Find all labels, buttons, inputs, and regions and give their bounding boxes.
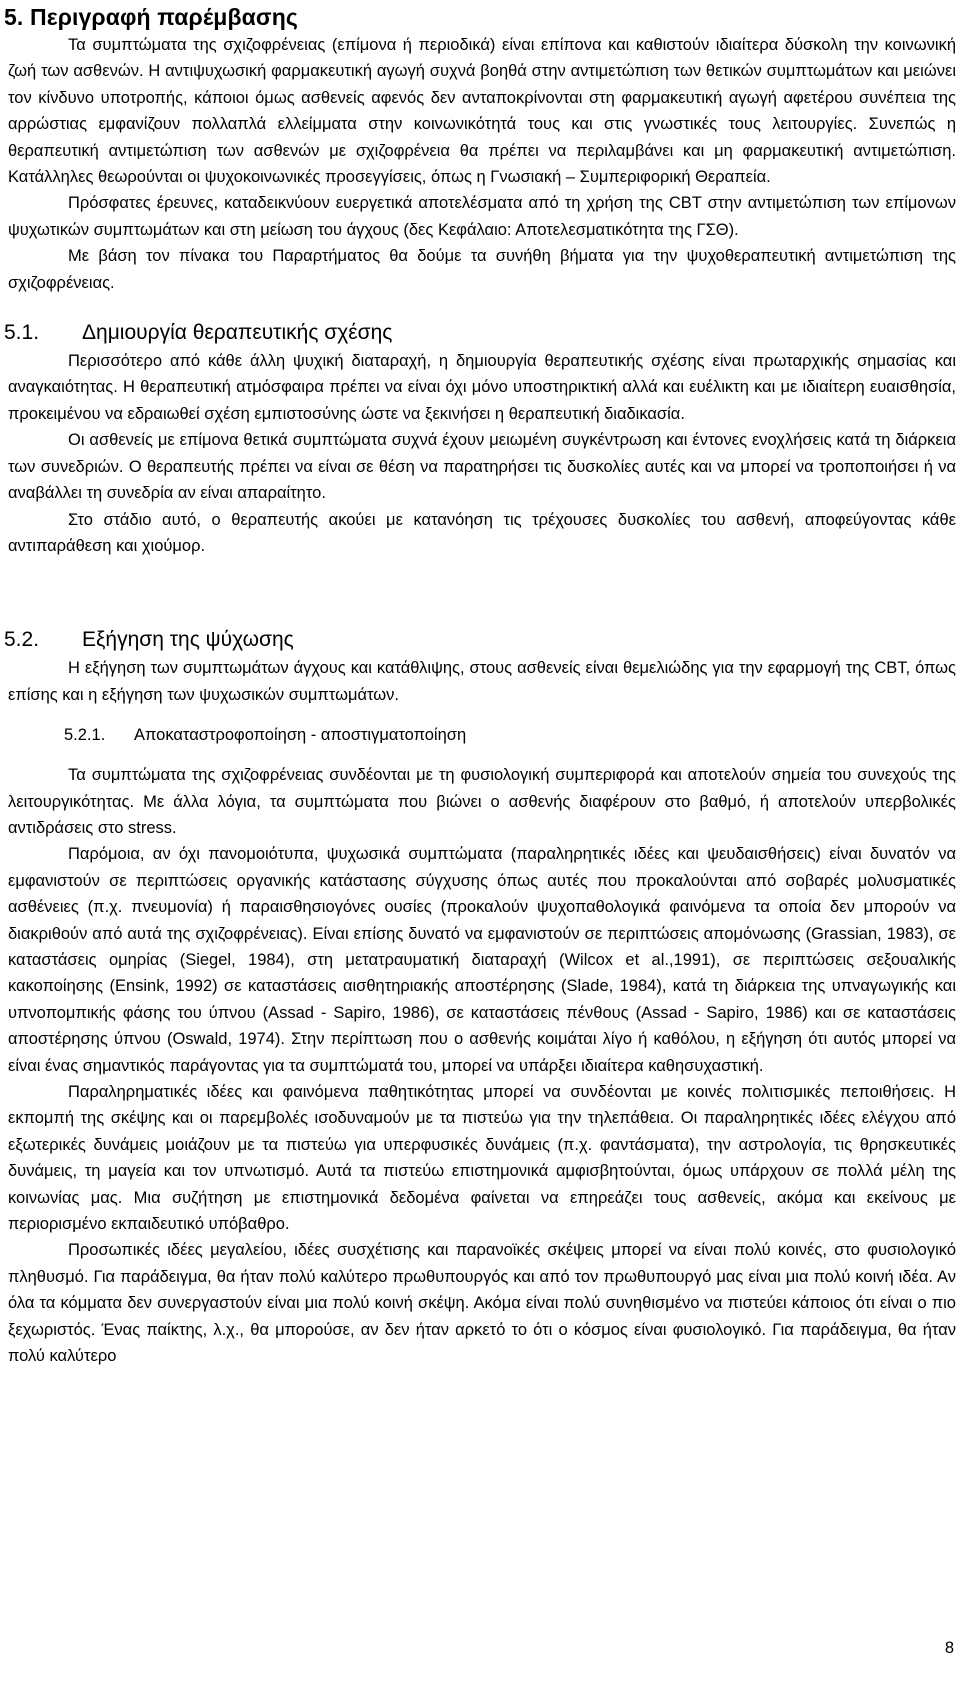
paragraph: Προσωπικές ιδέες μεγαλείου, ιδέες συσχέτισης και παρανοϊκές σκέψεις μπορεί να είναι πολύ κοινές, στο φυσιολογικό πληθυσμό. Για παράδειγμα, θα ήταν πολύ καλύτερο πρωθυπουργός και από τον πρωθυπουργό μας είναι μια πολύ κοινή ιδέα. Αν όλα τα κόμματα δεν συνεργαστούν είναι μια πολύ κοινή σκέψη. Ακόμα είναι πολύ συνηθισμένο να πιστεύει κάποιος ότι είναι ο πιο ξεχωριστός. Ένας παίκτης, λ.χ., θα μπορούσε, αν δεν ήταν αρκετό το ότι ο κόσμος είναι φυσιολογικό. Για παράδειγμα, θα ήταν πολύ καλύτερο xyxy=(8,1241,956,1366)
section-5-2-1-body xyxy=(4,762,956,1369)
paragraph: Παρόμοια, αν όχι πανομοιότυπα, ψυχωσικά συμπτώματα (παραληρητικές ιδέες και ψευδαισθήσεις) είναι δυνατόν να εμφανιστούν σε περιπτώσεις οργανικής κατάστασης σύγχυσης όπως αυτές που προκαλούνται από σοβαρές μολυσματικές ασθένειες (π.χ. πνευμονία) ή παραισθησιογόνες ουσίες (προκαλούν ψυχοπαθολογικά φαινόμενα τα οποία δεν μπορούν να διακριθούν από αυτά της σχιζοφρένειας). Είναι επίσης δυνατό να εμφανιστούν σε περιπτώσεις απομόνωσης (Grassian, 1983), σε καταστάσεις ομηρίας (Siegel, 1984), στη μετατραυματική διαταραχή (Wilcox et al.,1991), σε περιπτώσεις σεξουαλικής κακοποίησης (Ensink, 1992) σε καταστάσεις αισθητηριακής αποστέρησης (Slade, 1984), κατά τη διάρκεια της υπναγωγικής και υπνοπομπικής φάσης του ύπνου (Assad - Sapiro, 1986), σε καταστάσεις πένθους (Assad - Sapiro, 1986) και σε καταστάσεις αποστέρησης ύπνου (Oswald, 1974). Στην περίπτωση που ο ασθενής κοιμάται λίγο ή καθόλου, η εξήγηση ότι αυτός μπορεί να είναι ένας σημαντικός παράγοντας για τα συμπτώματά του, μπορεί να υπάρξει ιδιαίτερα καθησυχαστική. xyxy=(8,845,956,1075)
paragraph: Στο στάδιο αυτό, ο θεραπευτής ακούει με κατανόηση τις τρέχουσες δυσκολίες του ασθενή, αποφεύγοντας κάθε αντιπαράθεση και χιούμορ. xyxy=(8,510,956,555)
section-number: 5. xyxy=(4,4,24,30)
section-title: Δημιουργία θεραπευτικής σχέσης xyxy=(82,321,393,345)
section-title: Εξήγηση της ψύχωσης xyxy=(82,628,294,652)
paragraph: Οι ασθενείς με επίμονα θετικά συμπτώματα συχνά έχουν μειωμένη συγκέντρωση και έντονες ενοχλήσεις κατά τη διάρκεια των συνεδριών. Ο θεραπευτής πρέπει να είναι σε θέση να παρατηρήσει τις δυσκολίες αυτές και να μπορεί να τροποποιήσει ή να αναβάλλει τη συνεδρία αν είναι απαραίτητο. xyxy=(8,431,956,503)
page-number: 8 xyxy=(944,1639,954,1657)
section-5-body xyxy=(4,32,956,296)
section-5-2-1-heading xyxy=(4,722,956,748)
paragraph: Περισσότερο από κάθε άλλη ψυχική διαταραχή, η δημιουργία θεραπευτικής σχέσης είναι πρωταρχικής σημασίας και αναγκαιότητας. Η θεραπευτική ατμόσφαιρα πρέπει να είναι όχι μόνο υποστηρικτική αλλά και ευέλικτη και με ιδιαίτερη ευαισθησία, προκειμένου να εδραιωθεί σχέση εμπιστοσύνης ώστε να ξεκινήσει η θεραπευτική διαδικασία. xyxy=(8,352,956,423)
section-5-1-body xyxy=(4,348,956,559)
paragraph: Τα συμπτώματα της σχιζοφρένειας συνδέονται με τη φυσιολογική συμπεριφορά και αποτελούν σημεία του συνεχούς της λειτουργικότητας. Με άλλα λόγια, τα συμπτώματα που βιώνει ο ασθενής διαφέρουν στο βαθμό, ή αποτελούν υπερβολικές αντιδράσεις στο stress. xyxy=(8,766,956,837)
section-5-heading xyxy=(4,0,956,32)
paragraph: Τα συμπτώματα της σχιζοφρένειας (επίμονα ή περιοδικά) είναι επίπονα και καθιστούν ιδιαίτερα δύσκολη την κοινωνική ζωή των ασθενών. Η αντιψυχωσική φαρμακευτική αγωγή συχνά βοηθά στην αντιμετώπιση των θετικών συμπτωμάτων και μειώνει τον κίνδυνο υποτροπής, κάποιοι όμως ασθενείς αφενός δεν ανταποκρίνονται στη φαρμακευτική αγωγή αφετέρου συνέπεια της αρρώστιας εμφανίζουν πολλαπλά ελλείμματα στην κοινωνικότητά τους και στις γνωστικές τους λειτουργίες. Συνεπώς η θεραπευτική αντιμετώπιση των ασθενών με σχιζοφρένεια θα πρέπει να περιλαμβάνει και μη φαρμακευτική αντιμετώπιση. Κατάλληλες θεωρούνται οι ψυχοκοινωνικές προσεγγίσεις, όπως η Γνωσιακή – Συμπεριφορική Θεραπεία. xyxy=(8,36,956,187)
section-title: Περιγραφή παρέμβασης xyxy=(30,4,298,30)
section-5-2-body xyxy=(4,655,956,708)
section-number: 5.2. xyxy=(4,628,40,652)
paragraph: Πρόσφατες έρευνες, καταδεικνύουν ευεργετικά αποτελέσματα από τη χρήση της CBT στην αντιμετώπιση των επίμονων ψυχωτικών συμπτωμάτων και στη μείωση του άγχους (δες Κεφάλαιο: Αποτελεσματικότητα της ΓΣΘ). xyxy=(8,194,956,239)
paragraph: Παραληρηματικές ιδέες και φαινόμενα παθητικότητας μπορεί να συνδέονται με κοινές πολιτισμικές πεποιθήσεις. Η εκπομπή της σκέψης και οι παρεμβολές ισοδυναμούν με τα πιστεύω για την τηλεπάθεια. Οι παραληρητικές ιδέες ελέγχου από εξωτερικές δυνάμεις μοιάζουν με τα πιστεύω για υπερφυσικές δυνάμεις (π.χ. φαντάσματα), την αστρολογία, τις θρησκευτικές δυνάμεις, τη μαγεία και τον υπνωτισμό. Αυτά τα πιστεύω επιστημονικά αμφισβητούνται, όμως υπάρχουν σε πολλά μέλη της κοινωνίας μας. Μια συζήτηση με επιστημονικά δεδομένα φαίνεται να επηρεάζει τους ασθενείς, ακόμα και εκείνους με περιορισμένο εκπαιδευτικό υπόβαθρο. xyxy=(8,1083,956,1234)
paragraph: Με βάση τον πίνακα του Παραρτήματος θα δούμε τα συνήθη βήματα για την ψυχοθεραπευτική αντιμετώπιση της σχιζοφρένειας. xyxy=(8,247,956,292)
document-page xyxy=(4,0,956,1369)
section-number: 5.2.1. xyxy=(64,726,106,745)
paragraph: Η εξήγηση των συμπτωμάτων άγχους και κατάθλιψης, στους ασθενείς είναι θεμελιώδης για την εφαρμογή της CBT, όπως επίσης και η εξήγηση των ψυχωσικών συμπτωμάτων. xyxy=(8,659,956,704)
section-5-2-heading xyxy=(4,625,956,655)
section-5-1-heading xyxy=(4,318,956,348)
section-number: 5.1. xyxy=(4,321,40,345)
section-title: Αποκαταστροφοποίηση - αποστιγματοποίηση xyxy=(134,726,467,745)
